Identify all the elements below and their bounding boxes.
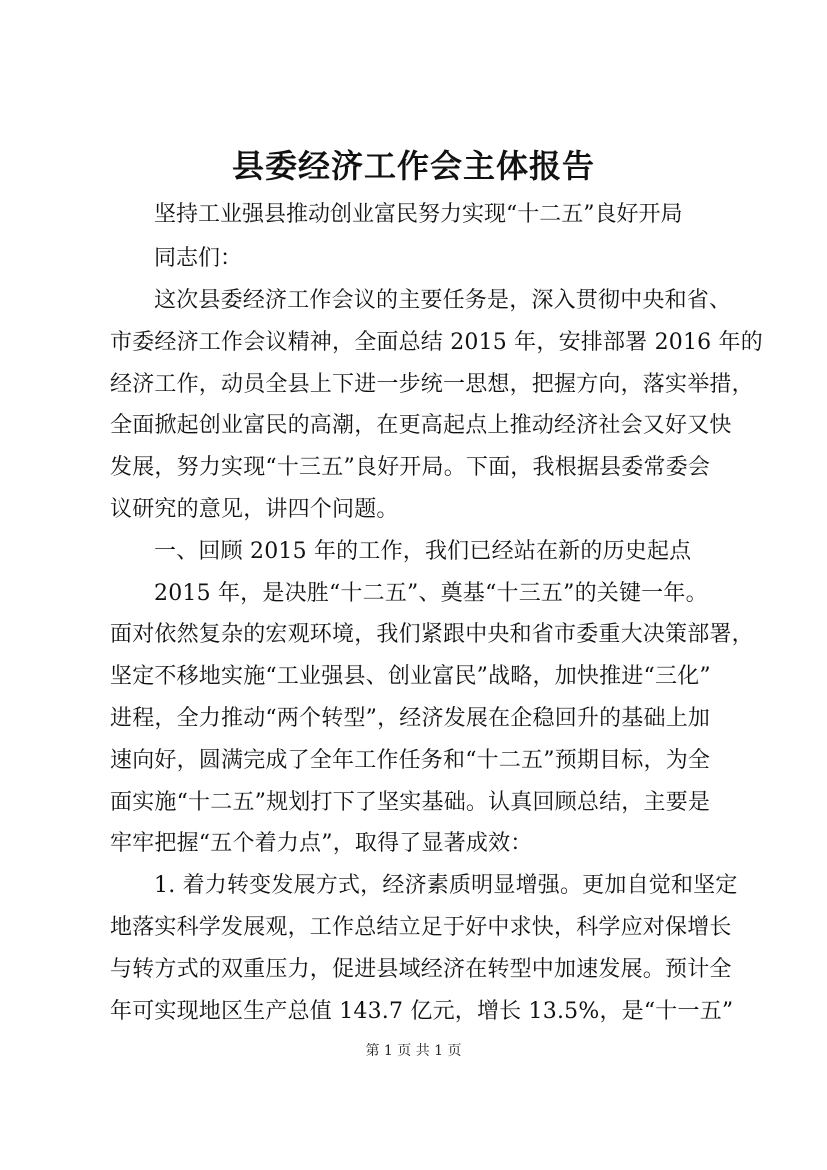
paragraph-intro [110, 280, 763, 531]
text-line: 1. 着力转变发展方式，经济素质明显增强。更加自觉和坚定 [154, 873, 738, 899]
text-line: 牢牢把握“五个着力点”，取得了显著成效： [110, 831, 533, 857]
text-line: 全面掀起创业富民的高潮，在更高起点上推动经济社会又好又快 [110, 413, 732, 439]
text-line: 年可实现地区生产总值 143.7 亿元，增长 13.5%，是“十一五” [110, 998, 734, 1024]
text-line: 地落实科学发展观，工作总结立足于好中求快，科学应对保增长 [110, 914, 732, 940]
salutation: 同志们： [154, 246, 243, 271]
text-line: 速向好，圆满完成了全年工作任务和“十二五”预期目标，为全 [110, 747, 711, 773]
text-line: 市委经济工作会议精神，全面总结 2015 年，安排部署 2016 年的 [110, 329, 763, 355]
document-title: 县委经济工作会主体报告 [231, 147, 595, 185]
text-line: 与转方式的双重压力，促进县域经济在转型中加速发展。预计全 [110, 956, 732, 982]
text-line: 经济工作，动员全县上下进一步统一思想，把握方向，落实举措， [110, 371, 754, 397]
text-line: 2015 年，是决胜“十二五”、奠基“十三五”的关键一年。 [154, 580, 708, 606]
text-line: 发展，努力实现“十三五”良好开局。下面，我根据县委常委会 [110, 455, 711, 481]
document-subtitle: 坚持工业强县推动创业富民努力实现“十二五”良好开局 [154, 202, 683, 227]
paragraph-review [110, 573, 754, 866]
page-footer: 第 1 页 共 1 页 [365, 1043, 462, 1059]
text-line: 这次县委经济工作会议的主要任务是，深入贯彻中央和省、 [154, 288, 732, 313]
text-line: 一、回顾 2015 年的工作，我们已经站在新的历史起点 [154, 538, 692, 564]
section-heading [110, 531, 750, 573]
text-line: 坚定不移地实施“工业强县、创业富民”战略，加快推进“三化” [110, 664, 711, 690]
text-line: 议研究的意见，讲四个问题。 [110, 496, 399, 522]
document-body [110, 280, 763, 1032]
text-line: 面对依然复杂的宏观环境，我们紧跟中央和省市委重大决策部署， [110, 622, 754, 648]
text-line: 面实施“十二五”规划打下了坚实基础。认真回顾总结，主要是 [110, 789, 711, 815]
text-line: 进程，全力推动“两个转型”，经济发展在企稳回升的基础上加 [110, 705, 711, 731]
paragraph-point-1 [110, 865, 750, 1032]
